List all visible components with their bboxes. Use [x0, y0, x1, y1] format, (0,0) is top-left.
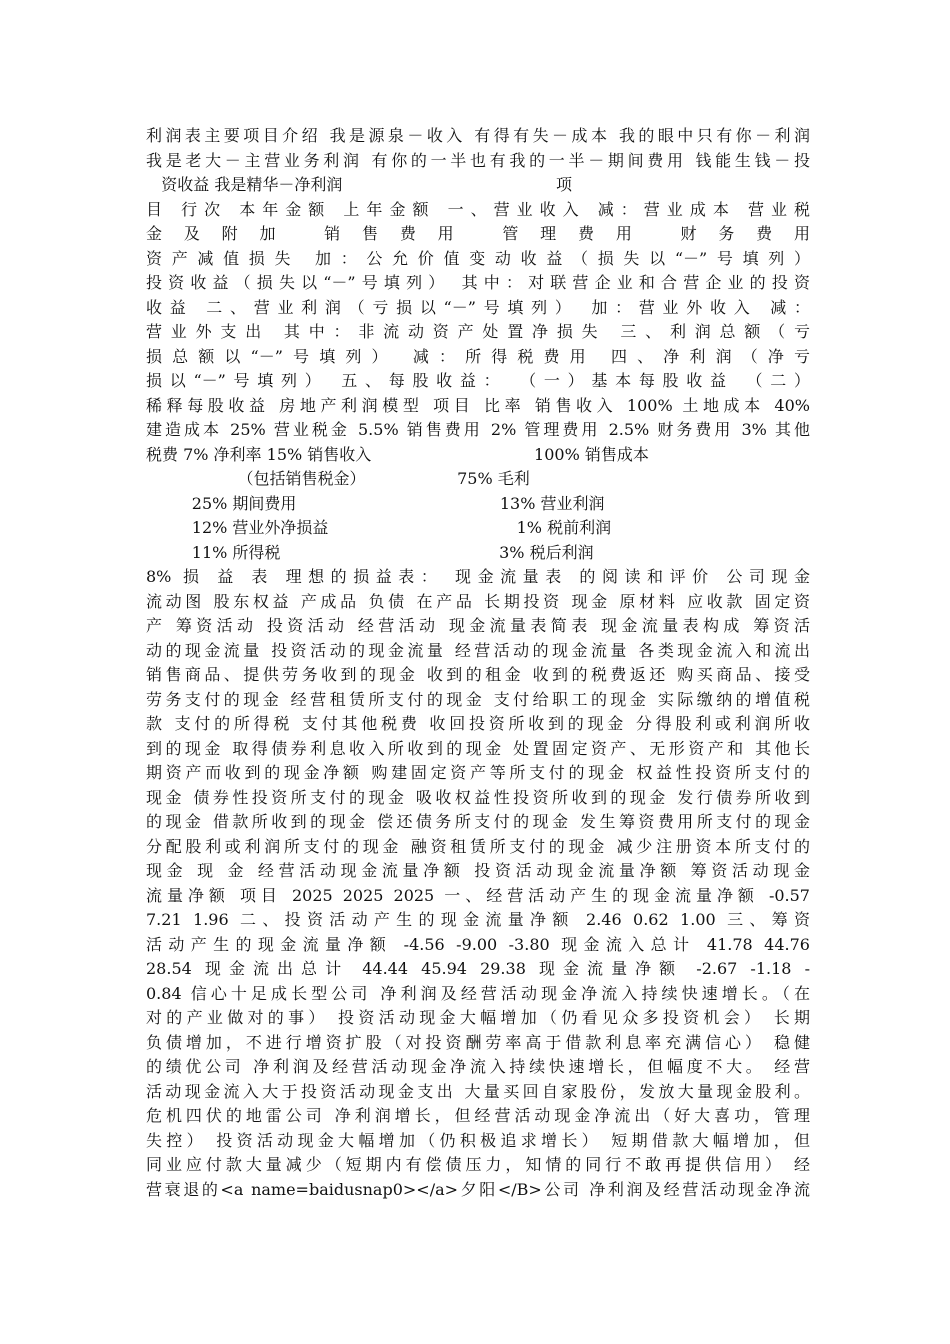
text-line: 目 行次 本年金额 上年金额 一、营业收入 减：营业成本 营业税 [146, 199, 810, 219]
text-line: 11% 所得税 3% 税后利润 [146, 542, 594, 562]
text-line: 活动现金流入大于投资活动现金支出 大量买回自家股份，发放大量现金股利。 [146, 1081, 810, 1101]
text-line: 投资收益（损失以“－”号填列） 其中：对联营企业和合营企业的投资 [146, 273, 810, 292]
text-line: 25% 期间费用 13% 营业利润 [146, 493, 605, 513]
text-line: 金及附加 销售费用 管理费用 财务费用 [146, 224, 810, 243]
text-line: 劳务支付的现金 经营租赁所支付的现金 支付给职工的现金 实际缴纳的增值税 [146, 689, 810, 709]
text-line: 产 筹资活动 投资活动 经营活动 现金流量表简表 现金流量表构成 筹资活 [146, 616, 810, 635]
text-line: 损以“－”号填列） 五、每股收益： （一）基本每股收益 （二） [146, 371, 810, 390]
text-line: 流动图 股东权益 产成品 负债 在产品 长期投资 现金 原材料 应收款 固定资 [146, 591, 810, 611]
text-line: 7.21 1.96 二、投资活动产生的现金流量净额 2.46 0.62 1.00 三、筹资 [146, 910, 810, 929]
text-line: 销售商品、提供劳务收到的现金 收到的租金 收到的税费返还 购买商品、接受 [146, 665, 810, 684]
text-line: 负债增加，不进行增资扩股（对投资酬劳率高于借款利息率充满信心） 稳健 [146, 1032, 810, 1052]
text-line: 活动产生的现金流量净额 -4.56 -9.00 -3.80 现金流入总计 41.78 44.76 [146, 934, 810, 954]
text-line: 建造成本 25% 营业税金 5.5% 销售费用 2% 管理费用 2.5% 财务费用 3% 其他 [146, 420, 810, 439]
text-line: 到的现金 取得债券利息收入所收到的现金 处置固定资产、无形资产和 其他长 [146, 738, 810, 758]
text-line: 营衰退的<a name=baidusnap0></a>夕阳</B>公司 净利润及经营活动现金净流 [146, 1179, 810, 1199]
text-line: 款 支付的所得税 支付其他税费 收回投资所收到的现金 分得股利或利润所收 [146, 714, 810, 733]
text-line: （包括销售税金） 75% 毛利 [146, 469, 530, 488]
text-line: 0.84 信心十足成长型公司 净利润及经营活动现金净流入持续快速增长。（在 [146, 983, 810, 1003]
text-line: 现金 债券性投资所支付的现金 吸收权益性投资所收到的现金 发行债券所收到 [146, 787, 810, 807]
text-line: 动的现金流量 投资活动的现金流量 经营活动的现金流量 各类现金流入和流出 [146, 640, 810, 660]
text-line: 损总额以“－”号填列） 减：所得税费用 四、净利润（净亏 [146, 346, 810, 366]
text-line: 期资产而收到的现金净额 购建固定资产等所支付的现金 权益性投资所支付的 [146, 763, 810, 782]
text-line: 危机四伏的地雷公司 净利润增长，但经营活动现金净流出（好大喜功，管理 [146, 1106, 810, 1125]
text-line: 8% 损 益 表 理想的损益表： 现金流量表 的阅读和评价 公司现金 [146, 567, 810, 586]
text-line: 现金 现 金 经营活动现金流量净额 投资活动现金流量净额 筹资活动现金 [146, 861, 810, 880]
text-line: 税费 7% 净利率 15% 销售收入 100% 销售成本 [146, 444, 649, 464]
text-line: 营业外支出 其中：非流动资产处置净损失 三、利润总额（亏 [146, 322, 810, 341]
text-line: 的现金 借款所收到的现金 偿还债务所支付的现金 发生筹资费用所支付的现金 [146, 812, 810, 831]
text-line: 资收益 我是精华－净利润 项 [146, 175, 572, 194]
text-line: 同业应付款大量减少（短期内有偿债压力，知情的同行不敢再提供信用） 经 [146, 1155, 810, 1174]
text-line: 资产减值损失 加：公允价值变动收益（损失以“－”号填列） [146, 248, 810, 268]
text-line: 我是老大－主营业务利润 有你的一半也有我的一半－期间费用 钱能生钱－投 [146, 150, 810, 170]
text-line: 稀释每股收益 房地产利润模型 项目 比率 销售收入 100% 土地成本 40% [146, 395, 810, 415]
text-line: 流量净额 项目 2025 2025 2025 一、经营活动产生的现金流量净额 -0.57 [146, 885, 810, 905]
text-line: 利润表主要项目介绍 我是源泉－收入 有得有失－成本 我的眼中只有你－利润 [146, 126, 810, 145]
text-line: 12% 营业外净损益 1% 税前利润 [146, 518, 612, 537]
text-line: 收益 二、营业利润（亏损以“－”号填列） 加：营业外收入 减： [146, 297, 810, 317]
text-line: 对的产业做对的事） 投资活动现金大幅增加（仍看见众多投资机会） 长期 [146, 1008, 810, 1027]
document-text-body [146, 124, 810, 1202]
text-line: 的绩优公司 净利润及经营活动现金净流入持续快速增长，但幅度不大。 经营 [146, 1057, 810, 1076]
text-line: 28.54 现金流出总计 44.44 45.94 29.38 现金流量净额 -2.67 -1.18 - [146, 959, 810, 978]
text-line: 失控） 投资活动现金大幅增加（仍积极追求增长） 短期借款大幅增加，但 [146, 1130, 810, 1150]
text-line: 分配股利或利润所支付的现金 融资租赁所支付的现金 减少注册资本所支付的 [146, 836, 810, 856]
